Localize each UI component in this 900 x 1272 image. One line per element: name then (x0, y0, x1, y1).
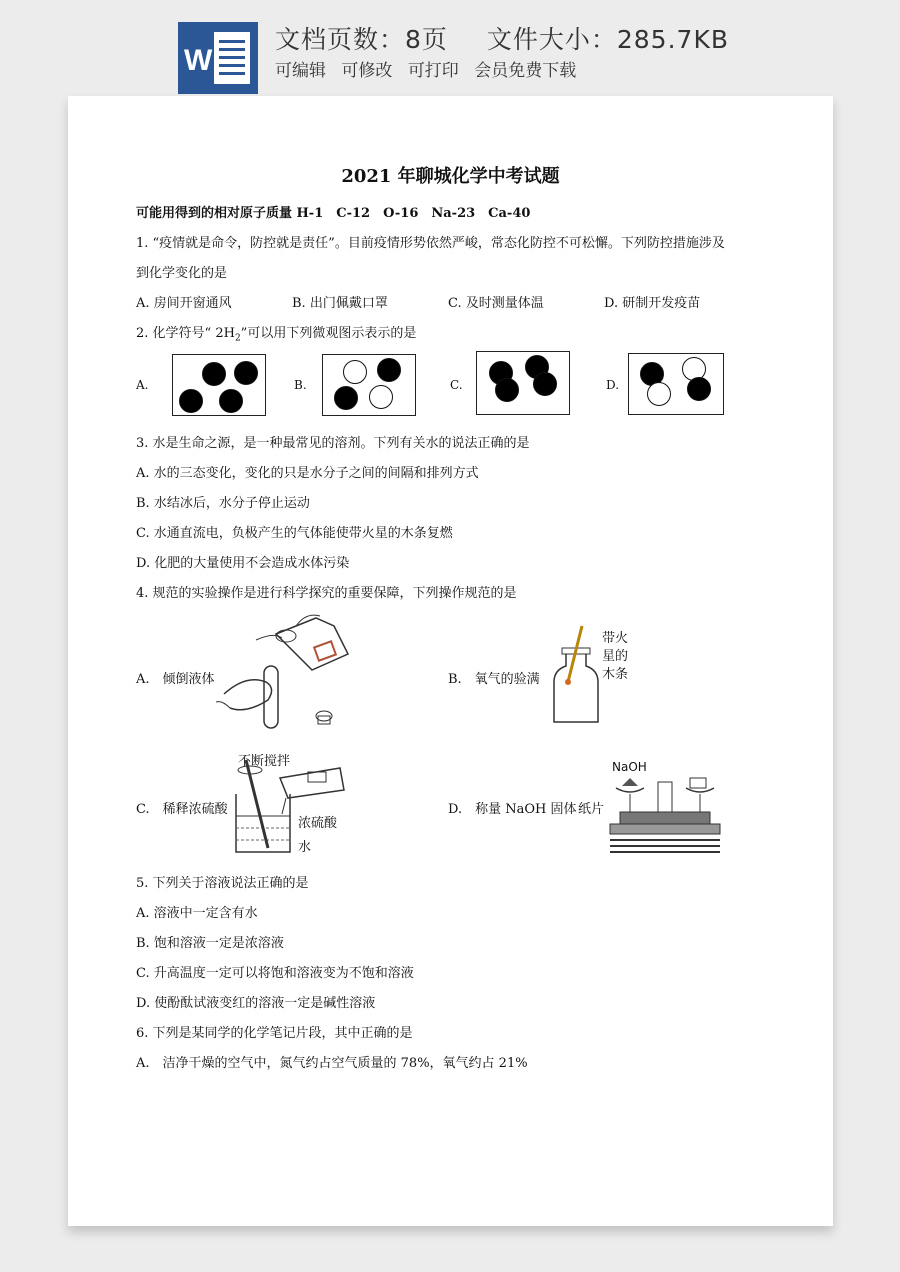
feature-member-download: 会员免费下载 (474, 61, 577, 81)
option-c: C. 及时测量体温 (448, 296, 544, 311)
q6-option-a: A. 洁净干燥的空气中，氮气约占空气质量的 78%，氧气约占 21% (136, 1056, 528, 1071)
q4-option-a: A. 倾倒液体 (136, 672, 215, 687)
splint-label: 带火 星的 木条 (602, 631, 629, 682)
stir-label: 不断搅拌 (238, 754, 291, 769)
dilution-figure (228, 754, 348, 858)
q5-option-b: B. 饱和溶液一定是浓溶液 (136, 936, 284, 951)
svg-text:W: W (184, 44, 213, 77)
question-3: 3. 水是生命之源，是一种最常见的溶剂。下列有关水的说法正确的是 (136, 436, 530, 451)
question-2: 2. 化学符号“ $2H_2$”可以用下列微观图示表示的是 (136, 326, 417, 344)
question-6: 6. 下列是某同学的化学笔记片段，其中正确的是 (136, 1026, 413, 1041)
pouring-liquid-figure (216, 604, 356, 744)
paper-label: 纸片 (578, 802, 605, 817)
q3-option-d: D. 化肥的大量使用不会造成水体污染 (136, 556, 350, 571)
q2-diagram-c (476, 351, 570, 415)
q5-option-a: A. 溶液中一定含有水 (136, 906, 258, 921)
document-page (68, 96, 833, 1226)
feature-editable: 可编辑 (275, 61, 326, 81)
q2-label-c: C. (450, 378, 463, 392)
question-4: 4. 规范的实验操作是进行科学探究的重要保障，下列操作规范的是 (136, 586, 517, 601)
feature-modifiable: 可修改 (341, 61, 393, 81)
feature-list (275, 56, 586, 81)
q4-option-c: C. 稀释浓硫酸 (136, 802, 228, 817)
acid-label: 浓硫酸 (298, 816, 338, 831)
q5-option-c: C. 升高温度一定可以将饱和溶液变为不饱和溶液 (136, 966, 414, 981)
balance-figure (608, 768, 722, 854)
q4-option-d: D. 称量 NaOH 固体 (448, 802, 577, 817)
q2-diagram-d (628, 353, 724, 415)
option-b: B. 出门佩戴口罩 (292, 296, 388, 311)
q2-label-a: A. (136, 378, 149, 392)
q3-option-a: A. 水的三态变化，变化的只是水分子之间的间隔和排列方式 (136, 466, 479, 481)
question-1-cont: 到化学变化的是 (136, 266, 228, 281)
page-count: 文档页数：8页 (275, 25, 448, 54)
question-5: 5. 下列关于溶液说法正确的是 (136, 876, 309, 891)
q3-option-c: C. 水通直流电，负极产生的气体能使带火星的木条复燃 (136, 526, 453, 541)
option-a: A. 房间开窗通风 (136, 296, 232, 311)
q2-label-d: D. (606, 378, 620, 392)
question-1: 1. “疫情就是命令，防控就是责任”。目前疫情形势依然严峻，常态化防控不可松懈。下列防控措施涉及 (136, 236, 725, 251)
q2-diagram-a (172, 354, 266, 416)
download-header (0, 0, 900, 100)
q2-diagram-b (322, 354, 416, 416)
atomic-masses: 可能用得到的相对原子质量 H-1 C-12 O-16 Na-23 Ca-40 (136, 206, 531, 221)
q5-option-d: D. 使酚酞试液变红的溶液一定是碱性溶液 (136, 996, 376, 1011)
feature-printable: 可打印 (407, 61, 459, 81)
page-title: 2021 年聊城化学中考试题 (341, 166, 560, 187)
word-icon (178, 22, 258, 94)
file-size: 文件大小：285.7KB (486, 25, 729, 54)
option-d: D. 研制开发疫苗 (604, 296, 701, 311)
gas-bottle-figure (546, 624, 606, 728)
file-info (275, 20, 759, 56)
naoh-label: NaOH (612, 760, 647, 774)
q2-label-b: B. (294, 378, 307, 392)
q3-option-b: B. 水结冰后，水分子停止运动 (136, 496, 310, 511)
water-label: 水 (298, 840, 312, 855)
q4-option-b: B. 氧气的验满 (448, 672, 540, 687)
